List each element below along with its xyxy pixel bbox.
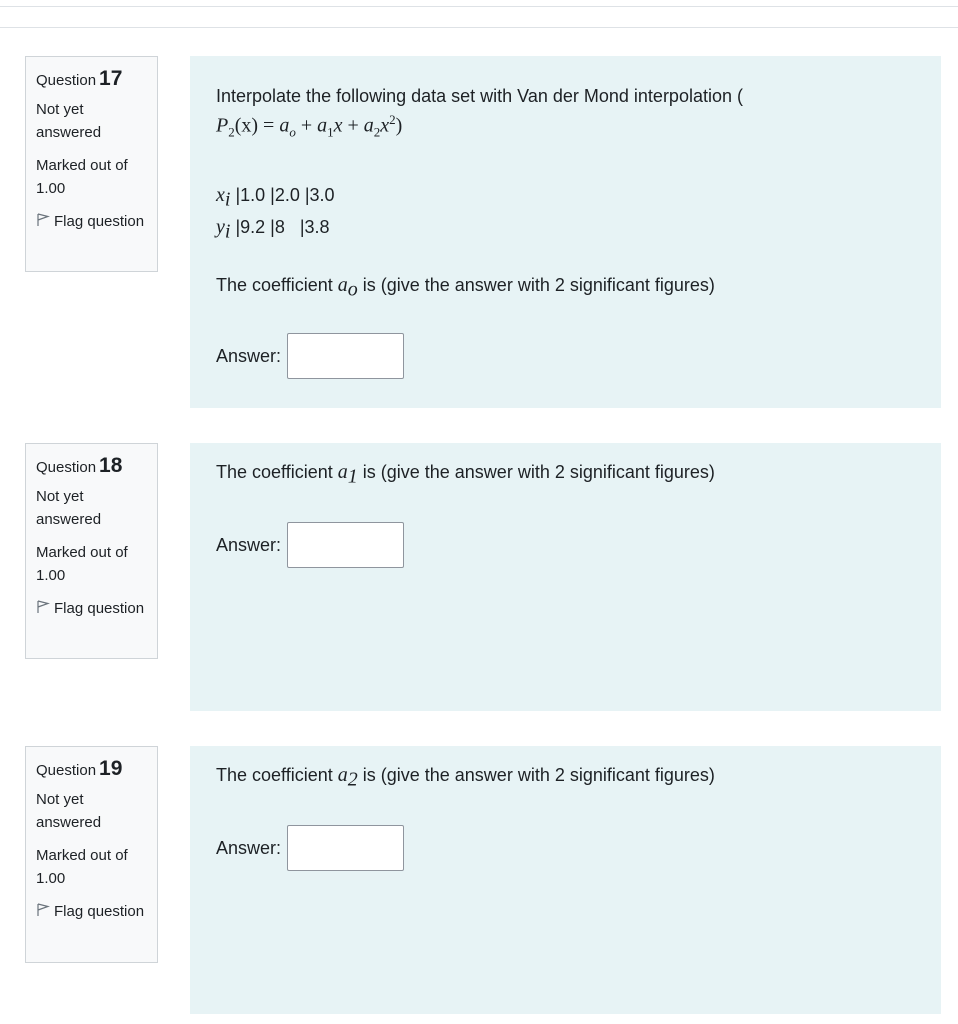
- question-state: Not yet answered: [36, 488, 102, 528]
- data-row-x: $x_i$ |1.0 |2.0 |3.0: [216, 184, 335, 211]
- answer-input[interactable]: [287, 522, 404, 568]
- question-info-18: [25, 443, 158, 659]
- flag-question-button[interactable]: [36, 597, 147, 620]
- question-num: 17: [99, 67, 123, 90]
- flag-label: Flag question: [54, 903, 145, 920]
- flag-outline-icon: [36, 903, 50, 917]
- flag-outline-icon: [36, 600, 50, 614]
- question-num: 19: [99, 757, 123, 780]
- flag-question-button[interactable]: [36, 900, 147, 923]
- question-prompt: The coefficient $a_o$ is (give the answer with 2 significant figures): [216, 274, 715, 301]
- flag-outline-icon: [36, 213, 50, 227]
- question-number: [36, 757, 147, 782]
- question-intro: Interpolate the following data set with Van der Mond interpolation (: [216, 86, 743, 106]
- question-prefix: Question: [36, 72, 97, 89]
- question-content-17: [190, 56, 941, 408]
- question-number: [36, 454, 147, 479]
- answer-input[interactable]: [287, 825, 404, 871]
- question-grade: Marked out of 1.00: [36, 544, 128, 584]
- polynomial-formula: $P_2(x) = a_o + a_1x + a_2x^2$): [216, 112, 403, 140]
- flag-question-button[interactable]: [36, 210, 147, 233]
- question-content-19: [190, 746, 941, 1014]
- flag-label: Flag question: [54, 213, 145, 230]
- flag-label: Flag question: [54, 600, 145, 617]
- answer-label: Answer:: [216, 345, 282, 366]
- question-prompt: The coefficient $a_1$ is (give the answer with 2 significant figures): [216, 461, 715, 488]
- question-grade: Marked out of 1.00: [36, 157, 128, 197]
- data-row-y: $y_i$ |9.2 |8 |3.8: [216, 216, 330, 243]
- question-prefix: Question: [36, 459, 97, 476]
- top-divider: [0, 6, 958, 7]
- answer-row: [216, 522, 404, 568]
- question-info-17: [25, 56, 158, 272]
- question-grade: Marked out of 1.00: [36, 847, 128, 887]
- question-info-19: [25, 746, 158, 963]
- question-num: 18: [99, 454, 123, 477]
- answer-label: Answer:: [216, 837, 282, 858]
- question-state: Not yet answered: [36, 101, 102, 141]
- question-prompt: The coefficient $a_2$ is (give the answer with 2 significant figures): [216, 764, 715, 791]
- question-prefix: Question: [36, 762, 97, 779]
- answer-row: [216, 825, 404, 871]
- question-state: Not yet answered: [36, 791, 102, 831]
- top-divider-2: [0, 27, 958, 28]
- answer-row: [216, 333, 404, 379]
- question-content-18: [190, 443, 941, 711]
- question-number: [36, 67, 147, 92]
- answer-label: Answer:: [216, 534, 282, 555]
- answer-input[interactable]: [287, 333, 404, 379]
